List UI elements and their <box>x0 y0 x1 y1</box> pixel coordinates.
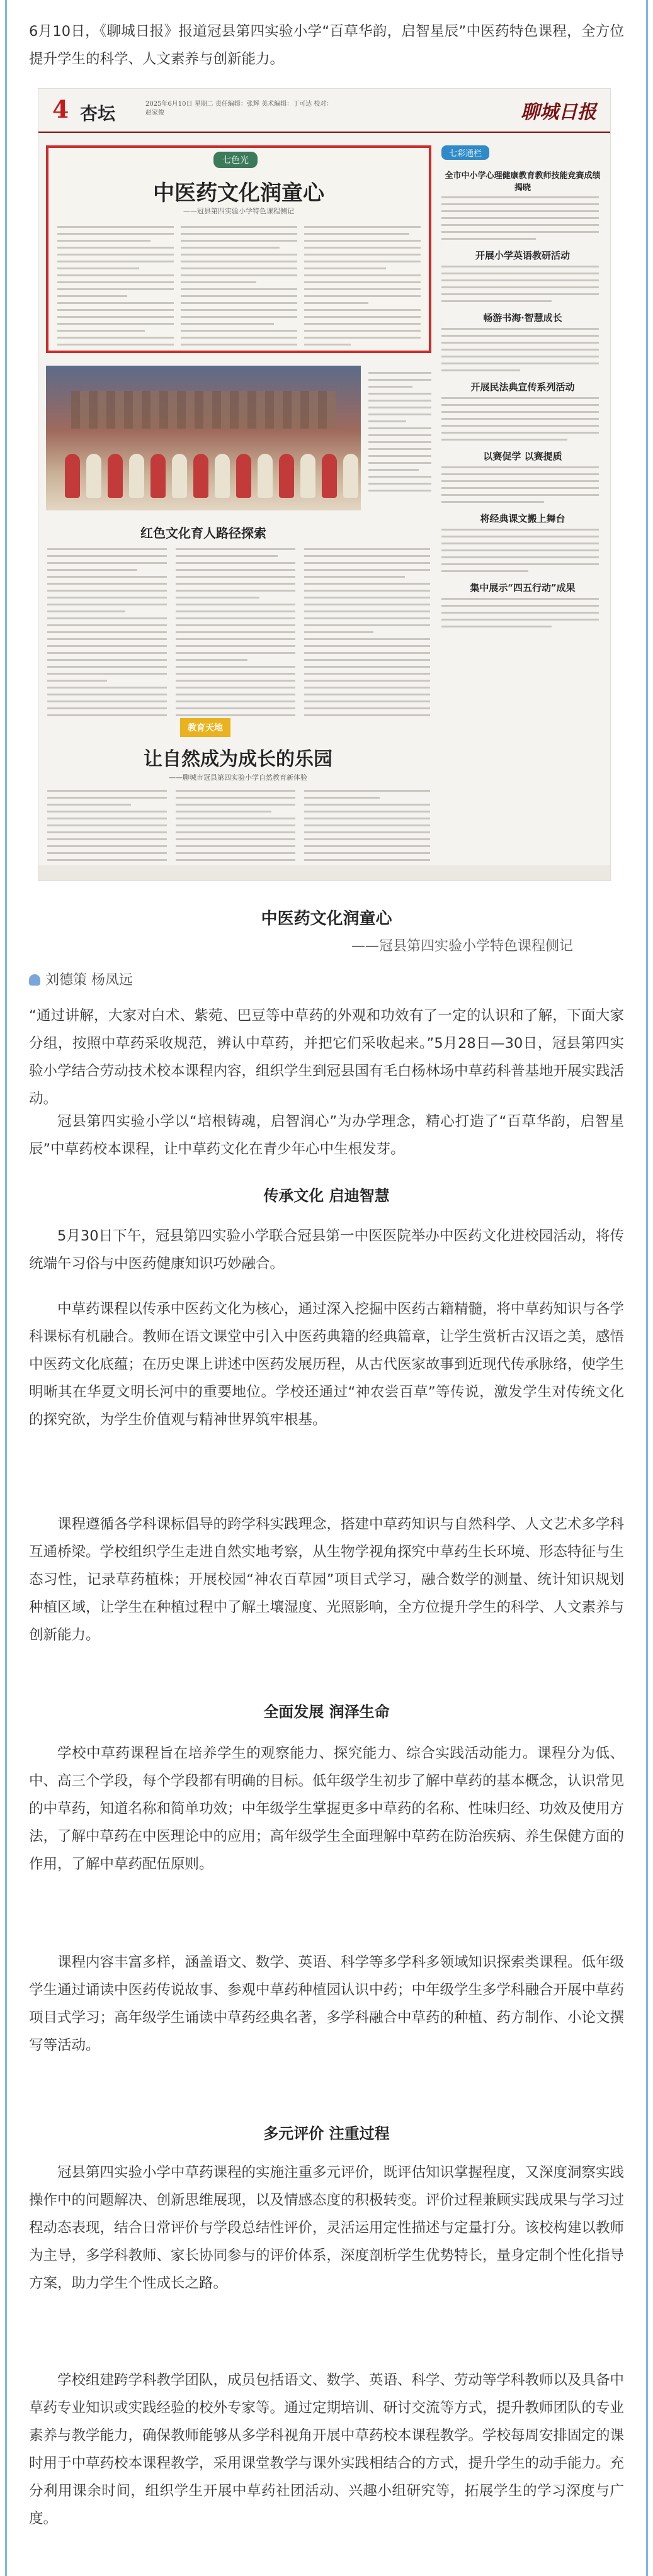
paper-bottom-headline: 让自然成为成长的乐园 <box>144 748 332 770</box>
paper-brief-text <box>441 529 599 572</box>
paper-brief-text <box>441 466 599 503</box>
paper-text-column <box>304 226 421 351</box>
highlighted-article-box <box>46 145 431 353</box>
intro-paragraph: 6月10日，《聊城日报》报道冠县第四实验小学“百草华韵，启智星辰”中医药特色课程，全方位提升学生的科学、人文素养与创新能力。 <box>29 23 624 67</box>
article-paragraph: 课程内容丰富多样，涵盖语文、数学、英语、科学等多学科多领域知识探索类课程。低年级学生通过诵读中医药传说故事、参观中草药种植园认识中药；中年级学生多学科融合开展中草药项目式学习；高年级学生诵读中草药经典名著，多学科融合中草药的种植、药方制作、小论文撰写等活动。 <box>29 1954 625 2054</box>
paper-masthead <box>38 89 611 133</box>
paper-brief-text <box>441 196 599 240</box>
paper-brief-text <box>441 328 599 371</box>
paper-text-column <box>176 790 295 866</box>
author-names: 刘德策 杨凤远 <box>45 972 133 988</box>
paper-brief-headline: 开展民法典宣传系列活动 <box>470 381 575 393</box>
paper-brief-text <box>441 266 599 302</box>
paper-brief-headline: 以赛促学 以赛提质 <box>483 451 562 462</box>
paper-text-column <box>47 548 167 721</box>
photo-great-wall <box>71 391 336 429</box>
article-subtitle: ——冠县第四实验小学特色课程侧记 <box>351 938 573 954</box>
article-paragraph: 冠县第四实验小学以“培根铸魂，启智润心”为办学理念，精心打造了“百草华韵，启智星辰”中草药校本课程，让中草药文化在青少年心中生根发芽。 <box>29 1113 624 1157</box>
paper-photo <box>46 366 361 510</box>
paper-text-column <box>57 226 174 351</box>
article-paragraph: 中草药课程以传承中医药文化为核心，通过深入挖掘中医药古籍精髓，将中草药知识与各学科课标有机融合。教师在语文课堂中引入中医药典籍的经典篇章，让学生赏析古汉语之美，感悟中医药文化底蕴；在历史课上讲述中医药发展历程，从古代医家故事到近现代传承脉络，使学生明晰其在华夏文明长河中的重要地位。学校还通过“神农尝百草”等传说，激发学生对传统文化的探究欲，为学生价值观与精神世界筑牢根基。 <box>29 1301 625 1428</box>
article-paragraph: 课程遵循各学科课标倡导的跨学科实践理念，搭建中草药知识与自然科学、人文艺术多学科互通桥梁。学校组织学生走进自然实地考察，从生物学视角探究中草药生长环境、形态特征与生态习性，记录草药植株；开展校园“神农百草园”项目式学习，融合数学的测量、统计知识规划种植区域，让学生在种植过程中了解土壤湿度、光照影响，全方位提升学生的科学、人文素养与创新能力。 <box>29 1516 625 1643</box>
paper-brief-text <box>441 397 599 441</box>
paper-brief-headline: 全市中小学心理健康教育教师技能竞赛成绩揭晓 <box>445 171 601 193</box>
paper-text-column <box>47 790 167 866</box>
article-paragraph: 学校中草药课程旨在培养学生的观察能力、探究能力、综合实践活动能力。课程分为低、中、高三个学段，每个学段都有明确的目标。低年级学生初步了解中草药的基本概念，认识常见的中草药，知道名称和简单功效；中年级学生掌握更多中草药的名称、性味归经、功效及使用方法，了解中草药在中医理论中的应用；高年级学生全面理解中草药在防治疾病、养生保健方面的作用，了解中草药配伍原则。 <box>29 1745 625 1872</box>
paper-main-subhead: ——冠县第四实验小学特色课程侧记 <box>183 207 294 215</box>
paper-section-tag: 七色光 <box>213 152 258 168</box>
paper-brief-tag: 七彩通栏 <box>441 145 489 160</box>
paper-text-column <box>304 548 430 721</box>
photo-performers <box>65 454 358 498</box>
paper-text-column <box>304 790 430 866</box>
article-paragraph: “通过讲解，大家对白术、紫菀、巴豆等中草药的外观和功效有了一定的认识和了解，下面大家分组，按照中草药采收规范，辨认中草药，并把它们采收起来。”5月28日—30日，冠县第四实验小学结合劳动技术校本课程内容，组织学生到冠县国有毛白杨林场中草药科普基地开展实践活动。 <box>29 1008 625 1107</box>
author-icon <box>29 974 40 986</box>
paper-text-column <box>181 226 297 351</box>
paper-bottom-edge <box>38 865 611 880</box>
paper-text-column <box>176 548 295 721</box>
paper-bottom-subhead: ——聊城市冠县第四实验小学自然教育新体验 <box>169 773 307 782</box>
article-paragraph: 5月30日下午，冠县第四实验小学联合冠县第一中医医院举办中医药文化进校园活动，将传统端午习俗与中医药健康知识巧妙融合。 <box>29 1228 624 1272</box>
paper-brief-headline: 开展小学英语教研活动 <box>475 250 570 261</box>
paper-news-brief-column <box>441 145 604 869</box>
paper-page-name: 杏坛 <box>80 103 116 124</box>
newspaper-clipping <box>38 88 611 881</box>
article-paragraph: 学校组建跨学科教学团队，成员包括语文、数学、英语、科学、劳动等学科教师以及具备中草药专业知识或实践经验的校外专家等。通过定期培训、研讨交流等方式，提升教师团队的专业素养与教学能力，确保教师能够从多学科视角开展中草药校本课程教学。学校每周安排固定的课时用于中草药校本课程教学，采用课堂教学与课外实践相结合的方式，提升学生的动手能力。充分利用课余时间，组织学生开展中草药社团活动、兴趣小组研究等，拓展学生的学习深度与广度。 <box>29 2372 625 2527</box>
paper-page-number: 4 <box>52 95 69 123</box>
paper-brief-headline: 集中展示“四五行动”成果 <box>470 582 576 593</box>
section-heading: 多元评价 注重过程 <box>263 2125 390 2142</box>
section-heading: 传承文化 启迪智慧 <box>263 1187 390 1205</box>
paper-bottom-tag: 教育天地 <box>180 718 230 737</box>
article-title: 中医药文化润童心 <box>261 909 392 928</box>
paper-brief-text <box>441 598 599 627</box>
paper-mid-headline: 红色文化育人路径探索 <box>140 526 266 541</box>
paper-text-column <box>368 372 431 497</box>
paper-brief-headline: 畅游书海·智慧成长 <box>483 312 562 323</box>
article-paragraph: 冠县第四实验小学中草药课程的实施注重多元评价，既评估知识掌握程度，又深度洞察实践操作中的问题解决、创新思维展现，以及情感态度的积极转变。评价过程兼顾实践成果与学习过程动态表现，结合日常评价与学段总结性评价，灵活运用定性描述与定量打分。该校构建以教师为主导，多学科教师、家长协同参与的评价体系，深度剖析学生优势特长，量身定制个性化指导方案，助力学生个性成长之路。 <box>29 2164 625 2292</box>
paper-brand-logo: 聊城日报 <box>521 101 596 123</box>
paper-brief-headline: 将经典课文搬上舞台 <box>480 513 565 524</box>
article-byline <box>29 969 133 989</box>
paper-main-headline: 中医药文化润童心 <box>153 181 324 206</box>
section-heading: 全面发展 润泽生命 <box>263 1703 390 1721</box>
paper-issue-info: 2025年6月10日 星期二 责任编辑：张辉 美术编辑：丁可达 校对：赵家俊 <box>145 101 333 116</box>
